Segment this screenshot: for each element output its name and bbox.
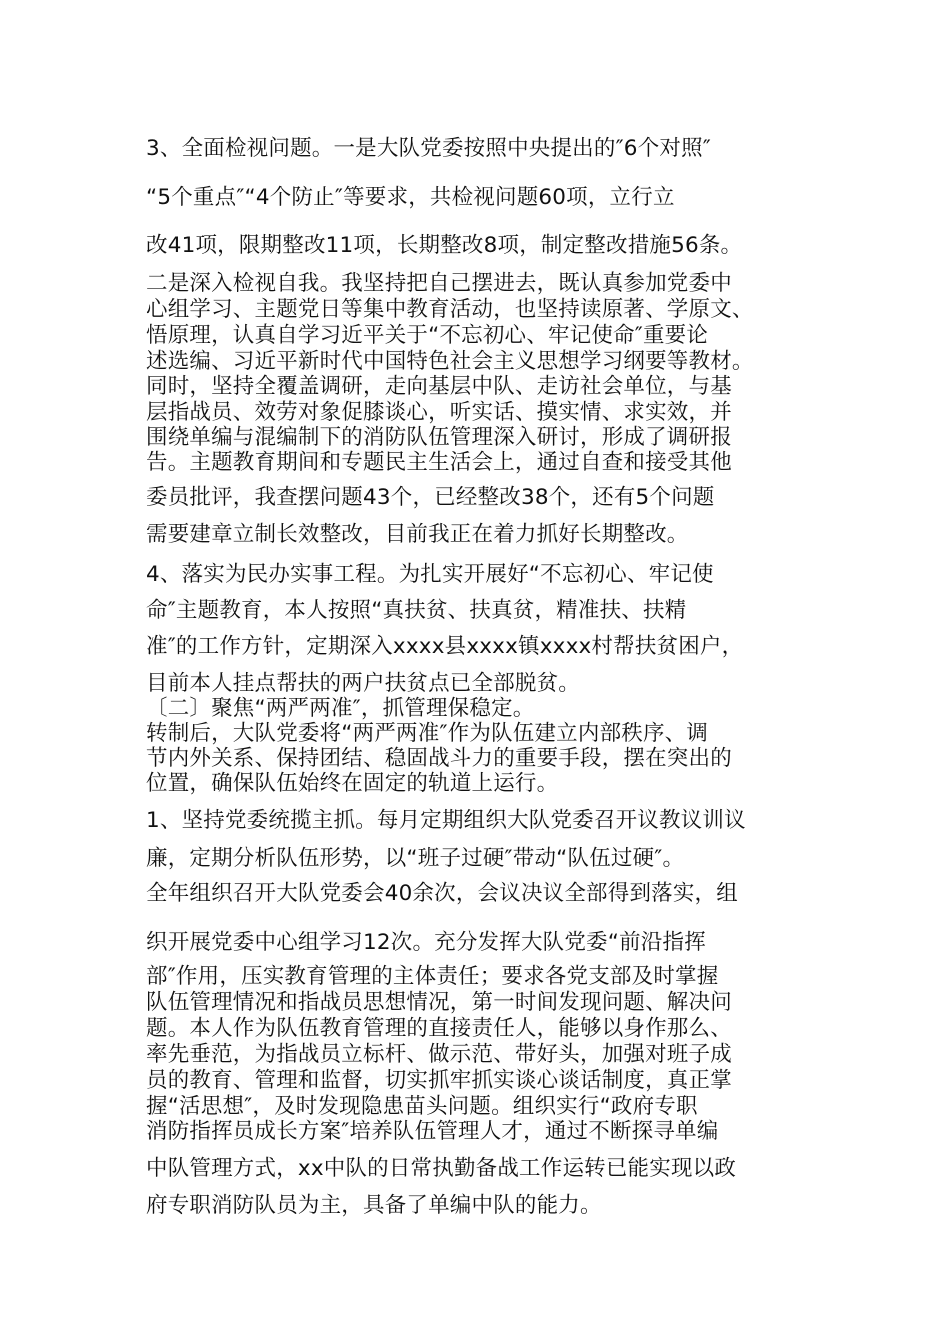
text-line: 改41项，限期整改11项，长期整改8项，制定整改措施56条。	[146, 233, 743, 258]
text-line: 同时，坚持全覆盖调研，走向基层中队、走访社会单位，与基	[146, 374, 732, 399]
text-line: 廉，定期分析队伍形势，以“班子过硬″带动“队伍过硬″。	[146, 846, 685, 871]
text-line: 员的教育、管理和监督，切实抓牢抓实谈心谈话制度，真正掌	[146, 1068, 732, 1093]
text-line: 心组学习、主题党日等集中教育活动，也坚持读原著、学原文、	[146, 297, 754, 322]
text-line: 部″作用，压实教育管理的主体责任；要求各党支部及时掌握	[146, 964, 719, 989]
text-line: 位置，确保队伍始终在固定的轨道上运行。	[146, 771, 559, 796]
text-line: 府专职消防队员为主，具备了单编中队的能力。	[146, 1193, 602, 1218]
text-line: 节内外关系、保持团结、稳固战斗力的重要手段，摆在突出的	[146, 746, 732, 771]
text-line: 需要建章立制长效整改，目前我正在着力抓好长期整改。	[146, 522, 689, 547]
text-line: 悟原理，认真自学习近平关于“不忘初心、牢记使命″重要论	[146, 323, 709, 348]
text-line: 告。主题教育期间和专题民主生活会上，通过自查和接受其他	[146, 450, 732, 475]
text-line: 目前本人挂点帮扶的两户扶贫点已全部脱贫。	[146, 671, 581, 696]
text-line: 层指战员、效劳对象促膝谈心，听实话、摸实情、求实效，并	[146, 400, 732, 425]
text-line: 委员批评，我查摆问题43个，已经整改38个，还有5个问题	[146, 485, 715, 510]
text-line: 3、全面检视问题。一是大队党委按照中央提出的″6个对照″	[146, 136, 712, 161]
text-line: 织开展党委中心组学习12次。充分发挥大队党委“前沿指挥	[146, 930, 706, 955]
text-line: 准″的工作方针，定期深入xxxx县xxxx镇xxxx村帮扶贫困户，	[146, 634, 744, 659]
text-line: 中队管理方式，xx中队的日常执勤备战工作运转已能实现以政	[146, 1156, 737, 1181]
text-line: 命″主题教育，本人按照“真扶贫、扶真贫，精准扶、扶精	[146, 598, 687, 623]
text-line: 题。本人作为队伍教育管理的直接责任人，能够以身作那么、	[146, 1016, 732, 1041]
text-line: 率先垂范，为指战员立标杆、做示范、带好头，加强对班子成	[146, 1042, 732, 1067]
text-line: 二是深入检视自我。我坚持把自己摆进去，既认真参加党委中	[146, 271, 732, 296]
text-line: 消防指挥员成长方案″培养队伍管理人才，通过不断探寻单编	[146, 1119, 719, 1144]
text-line: 全年组织召开大队党委会40余次，会议决议全部得到落实，组	[146, 881, 738, 906]
text-line: 转制后，大队党委将“两严两准″作为队伍建立内部秩序、调	[146, 721, 709, 746]
text-line: 4、落实为民办实事工程。为扎实开展好“不忘初心、牢记使	[146, 562, 714, 587]
text-line: 述选编、习近平新时代中国特色社会主义思想学习纲要等教材。	[146, 349, 754, 374]
text-line: 队伍管理情况和指战员思想情况，第一时间发现问题、解决问	[146, 990, 732, 1015]
text-line: 围绕单编与混编制下的消防队伍管理深入研讨，形成了调研报	[146, 425, 732, 450]
section-heading: 〔二〕聚焦“两严两准″，抓管理保稳定。	[146, 696, 535, 721]
text-line: 1、坚持党委统揽主抓。每月定期组织大队党委召开议教议训议	[146, 808, 746, 833]
text-line: 握“活思想″，及时发现隐患苗头问题。组织实行“政府专职	[146, 1094, 698, 1119]
text-line: “5个重点″“4个防止″等要求，共检视问题60项，立行立	[146, 185, 675, 210]
